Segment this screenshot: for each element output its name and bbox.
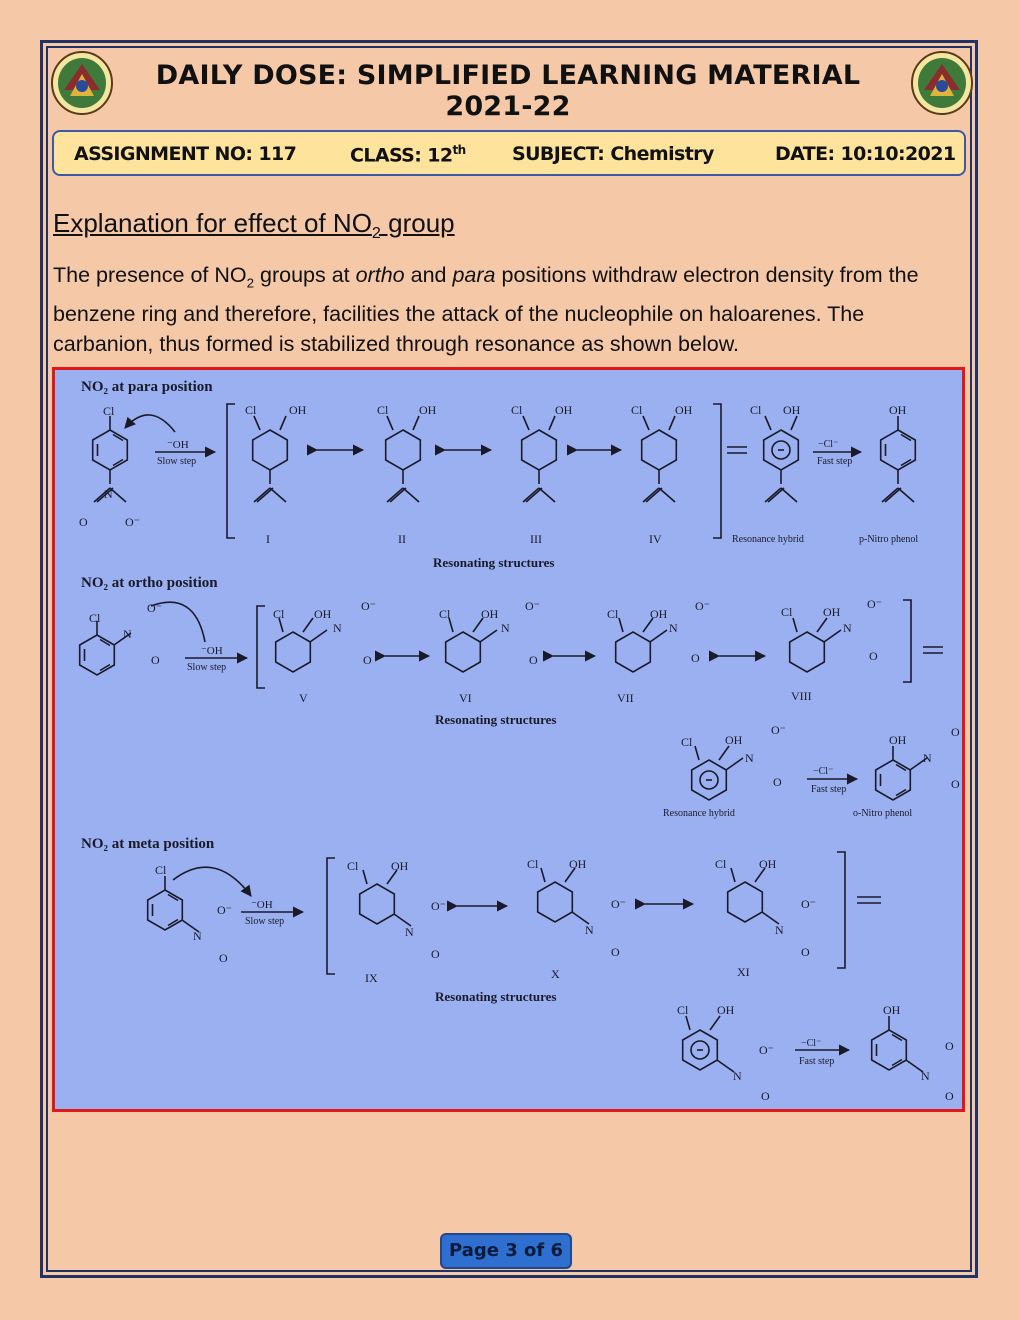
svg-text:Fast step: Fast step xyxy=(817,456,853,467)
svg-text:Cl: Cl xyxy=(89,611,101,625)
svg-text:O: O xyxy=(611,945,620,959)
svg-text:Slow step: Slow step xyxy=(245,916,285,927)
svg-text:O⁻: O⁻ xyxy=(867,597,882,611)
ortho-section-title: NO₂ at ortho position xyxy=(81,575,218,591)
page-title: DAILY DOSE: SIMPLIFIED LEARNING MATERIAL 2021-22 xyxy=(155,60,861,122)
meta-section-title: NO₂ at meta position xyxy=(81,836,215,852)
svg-text:O: O xyxy=(951,725,960,739)
svg-text:O⁻: O⁻ xyxy=(147,601,162,615)
svg-text:O⁻: O⁻ xyxy=(801,897,816,911)
svg-text:Cl: Cl xyxy=(511,403,523,417)
svg-text:O: O xyxy=(945,1039,954,1053)
svg-text:−Cl⁻: −Cl⁻ xyxy=(813,766,834,777)
svg-text:N: N xyxy=(923,751,932,765)
svg-text:⁻OH: ⁻OH xyxy=(251,899,273,911)
svg-text:−Cl⁻: −Cl⁻ xyxy=(818,439,839,450)
svg-text:O: O xyxy=(951,777,960,791)
svg-text:O: O xyxy=(691,651,700,665)
svg-text:O⁻: O⁻ xyxy=(611,897,626,911)
svg-text:Cl: Cl xyxy=(607,607,619,621)
svg-text:VI: VI xyxy=(459,691,472,705)
svg-text:X: X xyxy=(551,967,560,981)
svg-text:p-Nitro phenol: p-Nitro phenol xyxy=(859,534,919,545)
svg-text:OH: OH xyxy=(675,403,693,417)
svg-text:Cl: Cl xyxy=(631,403,643,417)
svg-text:VII: VII xyxy=(617,691,634,705)
svg-text:O: O xyxy=(219,951,228,965)
svg-text:N: N xyxy=(405,925,414,939)
reaction-mechanism-figure xyxy=(52,367,965,1112)
svg-text:OH: OH xyxy=(314,607,332,621)
svg-text:O: O xyxy=(945,1089,954,1103)
svg-text:IX: IX xyxy=(365,971,378,985)
svg-text:Cl: Cl xyxy=(527,857,539,871)
school-logo-right-icon xyxy=(910,50,974,116)
svg-text:I: I xyxy=(266,532,270,546)
svg-text:Resonating structures: Resonating structures xyxy=(435,989,557,1004)
svg-text:O⁻: O⁻ xyxy=(525,599,540,613)
svg-text:−Cl⁻: −Cl⁻ xyxy=(801,1038,822,1049)
svg-text:⁻OH: ⁻OH xyxy=(167,439,189,451)
svg-text:O⁻: O⁻ xyxy=(759,1043,774,1057)
svg-text:O⁻: O⁻ xyxy=(125,515,140,529)
svg-text:N: N xyxy=(921,1069,930,1083)
para-section-title: NO₂ at para position xyxy=(81,379,213,395)
svg-text:Fast step: Fast step xyxy=(799,1056,835,1067)
svg-text:OH: OH xyxy=(783,403,801,417)
svg-text:Cl: Cl xyxy=(273,607,285,621)
svg-text:OH: OH xyxy=(569,857,587,871)
class-label: CLASS: 12th xyxy=(350,143,466,167)
svg-text:N: N xyxy=(123,627,132,641)
svg-text:O: O xyxy=(79,515,88,529)
section-heading: Explanation for effect of $NO_2$ group xyxy=(53,208,455,243)
svg-text:Cl: Cl xyxy=(377,403,389,417)
svg-text:Cl: Cl xyxy=(781,605,793,619)
svg-text:O: O xyxy=(869,649,878,663)
svg-text:OH: OH xyxy=(555,403,573,417)
svg-text:Cl: Cl xyxy=(677,1003,689,1017)
svg-text:Fast step: Fast step xyxy=(811,784,847,795)
date-label: DATE: 10:10:2021 xyxy=(775,143,956,165)
svg-text:Resonating structures: Resonating structures xyxy=(435,712,557,727)
svg-text:Cl: Cl xyxy=(245,403,257,417)
svg-text:O⁻: O⁻ xyxy=(771,723,786,737)
svg-text:Cl: Cl xyxy=(103,404,115,418)
svg-text:O⁻: O⁻ xyxy=(217,903,232,917)
svg-text:OH: OH xyxy=(717,1003,735,1017)
svg-text:Cl: Cl xyxy=(439,607,451,621)
svg-text:Slow step: Slow step xyxy=(157,456,197,467)
svg-text:OH: OH xyxy=(391,859,409,873)
svg-text:OH: OH xyxy=(725,733,743,747)
svg-text:O: O xyxy=(761,1089,770,1103)
svg-text:Cl: Cl xyxy=(750,403,762,417)
explanation-paragraph: The presence of $NO_2$ groups at ortho and para positions withdraw electron density from the benzene ring and therefore, facilities the attack of the nucleophile on haloarenes. The carbanion, thus formed is stabilized through resonance as shown below. xyxy=(53,263,919,357)
assignment-number: ASSIGNMENT NO: 117 xyxy=(74,143,297,165)
svg-text:O⁻: O⁻ xyxy=(361,599,376,613)
svg-text:OH: OH xyxy=(759,857,777,871)
subject-label: SUBJECT: Chemistry xyxy=(512,143,714,165)
svg-text:o-Nitro phenol: o-Nitro phenol xyxy=(853,808,913,819)
svg-text:OH: OH xyxy=(650,607,668,621)
svg-text:O: O xyxy=(363,653,372,667)
svg-text:O: O xyxy=(151,653,160,667)
svg-text:N: N xyxy=(193,929,202,943)
svg-text:O: O xyxy=(529,653,538,667)
svg-text:O: O xyxy=(801,945,810,959)
svg-text:OH: OH xyxy=(823,605,841,619)
svg-text:Cl: Cl xyxy=(715,857,727,871)
svg-text:N: N xyxy=(585,923,594,937)
svg-text:Slow step: Slow step xyxy=(187,662,227,673)
svg-text:OH: OH xyxy=(883,1003,901,1017)
svg-text:⁻OH: ⁻OH xyxy=(201,645,223,657)
svg-text:N: N xyxy=(745,751,754,765)
svg-text:N: N xyxy=(104,487,113,501)
svg-text:OH: OH xyxy=(889,733,907,747)
assignment-info-bar xyxy=(52,130,966,176)
svg-text:Cl: Cl xyxy=(347,859,359,873)
school-logo-left-icon xyxy=(50,50,114,116)
page-number-badge: Page 3 of 6 xyxy=(440,1233,572,1269)
svg-text:N: N xyxy=(775,923,784,937)
svg-text:N: N xyxy=(669,621,678,635)
svg-text:Resonating structures: Resonating structures xyxy=(433,555,555,570)
svg-text:N: N xyxy=(733,1069,742,1083)
svg-text:Resonance hybrid: Resonance hybrid xyxy=(732,534,804,545)
svg-text:IV: IV xyxy=(649,532,662,546)
svg-text:O⁻: O⁻ xyxy=(695,599,710,613)
svg-text:OH: OH xyxy=(289,403,307,417)
svg-text:Cl: Cl xyxy=(155,863,167,877)
svg-text:O⁻: O⁻ xyxy=(431,899,446,913)
svg-text:XI: XI xyxy=(737,965,750,979)
svg-text:N: N xyxy=(501,621,510,635)
svg-text:N: N xyxy=(843,621,852,635)
svg-text:OH: OH xyxy=(889,403,907,417)
svg-text:Cl: Cl xyxy=(681,735,693,749)
svg-text:O: O xyxy=(773,775,782,789)
svg-text:III: III xyxy=(530,532,542,546)
svg-text:OH: OH xyxy=(419,403,437,417)
svg-text:O: O xyxy=(431,947,440,961)
svg-text:N: N xyxy=(333,621,342,635)
svg-text:VIII: VIII xyxy=(791,689,812,703)
svg-text:II: II xyxy=(398,532,406,546)
svg-text:Resonance hybrid: Resonance hybrid xyxy=(663,808,735,819)
svg-text:V: V xyxy=(299,691,308,705)
svg-text:OH: OH xyxy=(481,607,499,621)
